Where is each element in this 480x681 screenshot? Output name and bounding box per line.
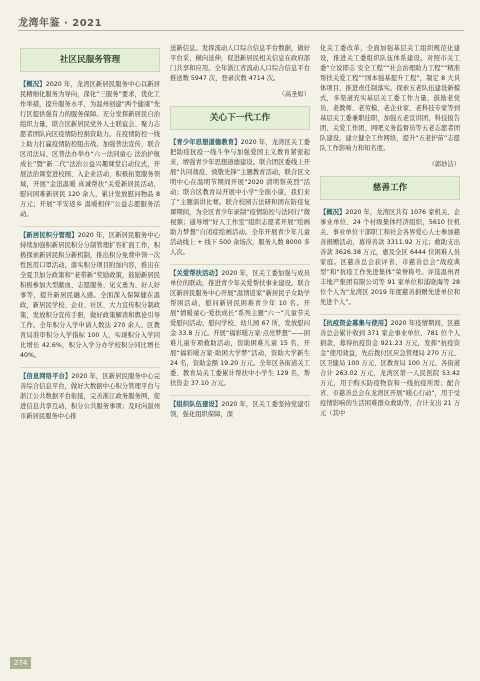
paragraph-text: 2020 年，区新居民服务中心完善综合信息平台，做好大数据中心积分管理平台与浙江公共数据平台衔接，完善浙江政务服务网，促进信息共享互动，积分公共服务事项；及时向温州市新居民服务中心推 xyxy=(20,373,160,420)
paragraph xyxy=(170,395,310,420)
paragraph xyxy=(20,80,160,220)
paragraph-text: 2020 年，区关工委坚持党建引领，强化组织保障，深 xyxy=(170,401,310,418)
paragraph xyxy=(170,44,310,84)
sub-title: 【青少年思想道德教育】 xyxy=(170,139,241,146)
paragraph xyxy=(320,314,460,419)
paragraph-text: 2020 年，区关工委加强与成员单位的联动，推进青少年关爱帮扶事业建设。联合区新居民服务中心开展“温情返家”新居民子女助学帮困活动，慰问新居民困难青少年 10 名。开展“情暖童心·爱扶成长”系列主题“六一”儿童节关爱慰问活动，慰问学校、幼儿园 67 所，发放慰问金 33.8 万元。开展“福彩暖万家·点亮梦想”——困难儿童专项救助活动，资助困难儿童 15 名，开展“福彩暖万家·助困大学梦”活动，资助大学新生 24 名，资助金额 19.20 万元。全年区各街道关工委、教育局关工委累计帮扶中小学生 129 名，帮扶资金 37.10 万元。 xyxy=(170,270,310,387)
sub-title: 【关爱帮扶活动】 xyxy=(170,270,222,277)
section-title: 关心下一代工作 xyxy=(170,106,310,130)
paragraph-text: 2020 年，龙湾区关工委把助疫抗疫一线斗争与加强爱国主义教育紧密起来，增强青少年思想道德建设。联合团区委线上开展“共同战疫、致敬先锋”主题教育活动，联合区文明中心在温明节期间开展“2020 清明祭英烈”活动；联合区教育局开展中小学“全面小康，我们来了”主题演讲比赛。联合校园吉法研和团在防疫复课期间，为全区青少年录制“疫情防控与法同行”微视频；通导增“好人工作室”组织志愿者开展“绘画助力梦想”自闭症绘画活动。全年开展青少年儿童活动线上 + 线下 500 余场次，服务人数 8000 多人次。 xyxy=(170,139,311,256)
column-3 xyxy=(320,44,460,425)
sub-title: 【信息网络平台】 xyxy=(20,373,72,380)
paragraph-text: 化关工委改革，全面加强基层关工组织规范化建设，推进关工委组织队伍体系建设。对照市关工委“立说即志 安全工程”“社会治理助力工程”“精准帮扶关爱工程”“国本强基提升工程”，制定 8 大具体项目，推进责任制落实。探索五老队伍建设新模式，多渠道充实基层关工委工作力量，鼓励老党员、老教师、老劳模、老企业家、老科技专家等到基层关工委兼职挂职，加强五老宣讲团，科技报告团、关爱工作团、网吧义务监督员等五老志愿者团队建设，建立健全工作网络，提升“五老护苗”志愿队工作影响力和知名度。 xyxy=(320,45,460,152)
paragraph xyxy=(20,226,160,361)
author-signature: （高圣如） xyxy=(278,91,310,98)
paragraph-text: 2020 年疫情期间，区慈善总会累计收到 371 家企事业单位、781 位个人捐款，募得抗疫资金 921.23 万元，发挥“抗疫资金”使用效益，先后拨付区应急管理局 270 万元、区卫健局 100 万元、区教育局 100 万元、各街道合计 263.02 万元，龙湾区第一人民医院 53.42 万元，用于购买防疫物资和一线抗疫所需；配合省、市慈善总会在龙湾区开展“暖心行动”，用于受疫情影响的生活困难群众救助等，合计支出 21 万元（其中 xyxy=(320,320,461,417)
paragraph-text: 2020 年，龙湾区共有 1076 家机关、企事业单位、24 个村级集体经济组织，5610 位机关、事业单位干部职工和社会各界爱心人士参加慈善捐赠活动，募得善款 3311.92 万元；救助支出善款 3626.38 万元，惠及全区 6444 位困难人员家庭。区慈善总会获评省、市慈善总会“战疫典型”和“抗疫工作先进集体”荣誉称号。评选温州君丰地产集团有限公司等 91 家单位和浦晓海等 28 位个人为“龙湾区 2019 年度慈善捐赠先进单位和先进个人”。 xyxy=(320,209,460,306)
paragraph-text: 2020 年，龙湾区新居民服务中心以新居民精细化服务为导向，深化“三服务”要求，优化工作举措，提升服务水平，为温州创建“两个健康”先行区提供强有力的服务保障。充分发挥新居民自治组织力量，联合区新居民党外人士联谊会、聚力志愿者团队向区疫情防控捐资助力。在疫情防控一线上助力打赢疫情防控阻击战。加强普法宣传，联合区司法局、区普法办举办“六一法同童心 法治护航成长”暨“新二代”法治公益兴趣课堂启动仪式，开展法治课堂进校园、入企业活动，积极拓宽服务领域，开展“金迅温暖 真诚帮扶”关爱新居民活动，慰问困难新居民 120 余人，累计发放慰问物品 8 万元；开展“平安返乡 温暖相伴”公益志愿服务活动。 xyxy=(20,81,161,218)
section-title: 社区民服务管理 xyxy=(20,48,160,72)
paragraph xyxy=(320,208,460,308)
section-title: 慈善工作 xyxy=(320,176,460,200)
sub-title: 【概况】 xyxy=(20,81,46,88)
paragraph-text: 送新信息。发挥流动人口综合信息平台数据，做好平台采、横向延伸，促进新居民相关信息在政府部门共享和应用。全年浙江省流动人口综合信息平台推送数 5947 次，登录次数 4714 次。 xyxy=(170,45,310,82)
paragraph xyxy=(170,264,310,389)
header-rule xyxy=(18,30,464,31)
page-header: 龙湾年鉴 · 2021 xyxy=(18,18,103,29)
column-2 xyxy=(170,44,310,426)
column-1 xyxy=(20,44,160,428)
sub-title: 【组织队伍建设】 xyxy=(170,401,222,408)
sub-title: 【新居民积分管理】 xyxy=(20,232,78,239)
page-number: 274 xyxy=(10,657,31,669)
paragraph xyxy=(20,367,160,422)
paragraph xyxy=(320,44,460,154)
author-signature: （郭妙洁） xyxy=(428,161,460,168)
sub-title: 【抗疫资金募集与使用】 xyxy=(320,320,391,327)
paragraph-text: 2020 年，区新居民服务中心持续加强积新居民积分分制管理扩容扩面工作，积极探索新居民积分新机制，推出积分免费申领一次性医用口罩活动，落实积分项目附加内容，推出在全夏卫加分政策和“老带新”奖励政策，鼓励新居民积极参加大型献血、志愿服务、见义勇为、好人好事等，提升新居民融入感。全面深入保障健在温政，新居民学校、企业、社区、大力宣传积分制政策，发放积分宣传手册，做好政策解读和舆论引导工作。全年积分入学申请人数达 270 余人。区教育局准审积分入学指标 100 人，实现积分入学同比增长 42.6%，积分入学分办学校积分同比增长 40%。 xyxy=(20,232,161,359)
sub-title: 【概况】 xyxy=(320,209,346,216)
paragraph xyxy=(170,138,310,258)
